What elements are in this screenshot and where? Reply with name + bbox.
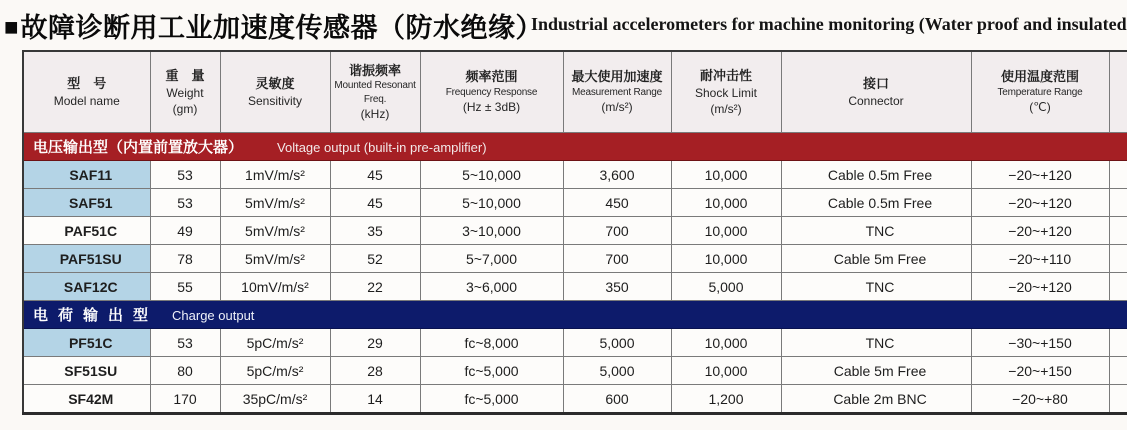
col-header-frequency-response (420, 51, 563, 133)
weight-cell: 80 (150, 357, 220, 385)
col-header-temperature-range (971, 51, 1109, 133)
temperature-range-cell: −30~+150 (971, 329, 1109, 357)
shock-limit-cell: 5,000 (671, 273, 781, 301)
col-header-temp-unit: (℃) (1029, 100, 1051, 115)
shock-limit-cell: 10,000 (671, 161, 781, 189)
clipped-cell (1109, 217, 1127, 245)
col-header-shock-cn: 耐冲击性 (699, 68, 752, 84)
charge-band-label-en: Charge output (172, 308, 255, 323)
temperature-range-cell: −20~+110 (971, 245, 1109, 273)
measurement-range-cell: 700 (563, 217, 671, 245)
frequency-response-cell: fc~8,000 (420, 329, 563, 357)
weight-cell: 53 (150, 329, 220, 357)
col-header-connector (781, 51, 971, 133)
col-header-weight-cn: 重 量 (165, 68, 205, 84)
model-name-cell: SAF51 (23, 189, 150, 217)
frequency-response-cell: 5~7,000 (420, 245, 563, 273)
frequency-response-cell: 5~10,000 (420, 161, 563, 189)
frequency-response-cell: 5~10,000 (420, 189, 563, 217)
frequency-response-cell: fc~5,000 (420, 385, 563, 414)
temperature-range-cell: −20~+120 (971, 189, 1109, 217)
col-header-connector-cn: 接口 (862, 76, 889, 92)
measurement-range-cell: 5,000 (563, 357, 671, 385)
resonant-freq-cell: 52 (330, 245, 420, 273)
col-header-measurement-range (563, 51, 671, 133)
measurement-range-cell: 700 (563, 245, 671, 273)
temperature-range-cell: −20~+120 (971, 217, 1109, 245)
shock-limit-cell: 10,000 (671, 357, 781, 385)
temperature-range-cell: −20~+120 (971, 161, 1109, 189)
col-header-shock-en: Shock Limit (694, 85, 758, 100)
measurement-range-cell: 5,000 (563, 329, 671, 357)
connector-cell: Cable 0.5m Free (781, 189, 971, 217)
shock-limit-cell: 10,000 (671, 329, 781, 357)
col-header-sensitivity (220, 51, 330, 133)
clipped-cell (1109, 273, 1127, 301)
voltage-band-label-en: Voltage output (built-in pre-amplifier) (277, 140, 487, 155)
clipped-cell (1109, 245, 1127, 273)
section-band-voltage-output (23, 133, 1127, 161)
col-header-model (23, 51, 150, 133)
weight-cell: 170 (150, 385, 220, 414)
table-row (23, 329, 1127, 357)
clipped-cell (1109, 385, 1127, 414)
model-name-cell: PAF51C (23, 217, 150, 245)
weight-cell: 78 (150, 245, 220, 273)
resonant-freq-cell: 22 (330, 273, 420, 301)
shock-limit-cell: 10,000 (671, 189, 781, 217)
page-title (4, 6, 543, 45)
table-header (23, 51, 1127, 133)
charge-output-rows (23, 329, 1127, 414)
sensitivity-cell: 10mV/m/s² (220, 273, 330, 301)
col-header-shock-limit (671, 51, 781, 133)
resonant-freq-cell: 29 (330, 329, 420, 357)
table-row (23, 357, 1127, 385)
col-header-clipped (1109, 51, 1127, 133)
weight-cell: 55 (150, 273, 220, 301)
col-header-range-unit: (m/s²) (601, 100, 633, 115)
measurement-range-cell: 600 (563, 385, 671, 414)
table-row (23, 217, 1127, 245)
measurement-range-cell: 3,600 (563, 161, 671, 189)
col-header-freq-unit: (Hz ± 3dB) (462, 100, 521, 115)
clipped-cell (1109, 357, 1127, 385)
frequency-response-cell: 3~10,000 (420, 217, 563, 245)
clipped-cell (1109, 161, 1127, 189)
col-header-freq-cn: 频率范围 (465, 69, 518, 85)
col-header-shock-unit: (m/s²) (710, 101, 742, 116)
col-header-weight-unit: (gm) (172, 101, 198, 116)
section-band-charge-output (23, 301, 1127, 329)
col-header-sensitivity-en: Sensitivity (247, 93, 303, 108)
page-title-english: Industrial accelerometers for machine monitoring (Water proof and insulated (531, 14, 1127, 34)
square-bullet-icon: ■ (4, 14, 19, 41)
shock-limit-cell: 1,200 (671, 385, 781, 414)
shock-limit-cell: 10,000 (671, 245, 781, 273)
measurement-range-cell: 350 (563, 273, 671, 301)
resonant-freq-cell: 28 (330, 357, 420, 385)
page-title-chinese: 故障诊断用工业加速度传感器（防水绝缘） (20, 13, 543, 43)
voltage-output-rows (23, 161, 1127, 301)
table-row (23, 245, 1127, 273)
resonant-freq-cell: 14 (330, 385, 420, 414)
table-row (23, 161, 1127, 189)
connector-cell: Cable 5m Free (781, 357, 971, 385)
col-header-sensitivity-cn: 灵敏度 (255, 76, 295, 92)
connector-cell: Cable 0.5m Free (781, 161, 971, 189)
shock-limit-cell: 10,000 (671, 217, 781, 245)
resonant-freq-cell: 45 (330, 189, 420, 217)
model-name-cell: SAF11 (23, 161, 150, 189)
col-header-weight (150, 51, 220, 133)
sensitivity-cell: 5mV/m/s² (220, 189, 330, 217)
sensitivity-cell: 35pC/m/s² (220, 385, 330, 414)
col-header-range-cn: 最大使用加速度 (571, 69, 663, 85)
col-header-resonant-freq (330, 51, 420, 133)
weight-cell: 49 (150, 217, 220, 245)
sensitivity-cell: 5mV/m/s² (220, 245, 330, 273)
sensitivity-cell: 5mV/m/s² (220, 217, 330, 245)
col-header-resonant-cn: 谐振频率 (348, 62, 401, 78)
measurement-range-cell: 450 (563, 189, 671, 217)
voltage-band-label-cn: 电压输出型（内置前置放大器） (33, 139, 244, 156)
sensitivity-cell: 1mV/m/s² (220, 161, 330, 189)
frequency-response-cell: 3~6,000 (420, 273, 563, 301)
temperature-range-cell: −20~+150 (971, 357, 1109, 385)
clipped-cell (1109, 189, 1127, 217)
model-name-cell: PAF51SU (23, 245, 150, 273)
col-header-resonant-unit: (kHz) (360, 107, 390, 122)
resonant-freq-cell: 35 (330, 217, 420, 245)
accelerometer-spec-table (22, 50, 1127, 415)
temperature-range-cell: −20~+120 (971, 273, 1109, 301)
col-header-model-en: Model name (53, 93, 120, 108)
col-header-freq-en: Frequency Response (445, 86, 538, 98)
col-header-range-en: Measurement Range (572, 86, 662, 98)
col-header-resonant-en: Mounted Resonant Freq. (334, 80, 416, 105)
col-header-connector-en: Connector (848, 93, 904, 108)
connector-cell: TNC (781, 273, 971, 301)
model-name-cell: PF51C (23, 329, 150, 357)
clipped-cell (1109, 329, 1127, 357)
model-name-cell: SAF12C (23, 273, 150, 301)
weight-cell: 53 (150, 189, 220, 217)
connector-cell: Cable 5m Free (781, 245, 971, 273)
voltage-output-band (23, 133, 1127, 161)
charge-band-label-cn: 电荷输出型 (33, 307, 159, 324)
weight-cell: 53 (150, 161, 220, 189)
resonant-freq-cell: 45 (330, 161, 420, 189)
table-row (23, 189, 1127, 217)
table-row (23, 273, 1127, 301)
col-header-temp-en: Temperature Range (997, 86, 1083, 98)
model-name-cell: SF51SU (23, 357, 150, 385)
table-row (23, 385, 1127, 414)
charge-output-band (23, 301, 1127, 329)
model-name-cell: SF42M (23, 385, 150, 414)
col-header-model-cn: 型 号 (67, 76, 107, 92)
connector-cell: Cable 2m BNC (781, 385, 971, 414)
col-header-weight-en: Weight (166, 85, 204, 100)
connector-cell: TNC (781, 217, 971, 245)
col-header-temp-cn: 使用温度范围 (1000, 69, 1079, 85)
frequency-response-cell: fc~5,000 (420, 357, 563, 385)
sensitivity-cell: 5pC/m/s² (220, 357, 330, 385)
temperature-range-cell: −20~+80 (971, 385, 1109, 414)
sensitivity-cell: 5pC/m/s² (220, 329, 330, 357)
connector-cell: TNC (781, 329, 971, 357)
